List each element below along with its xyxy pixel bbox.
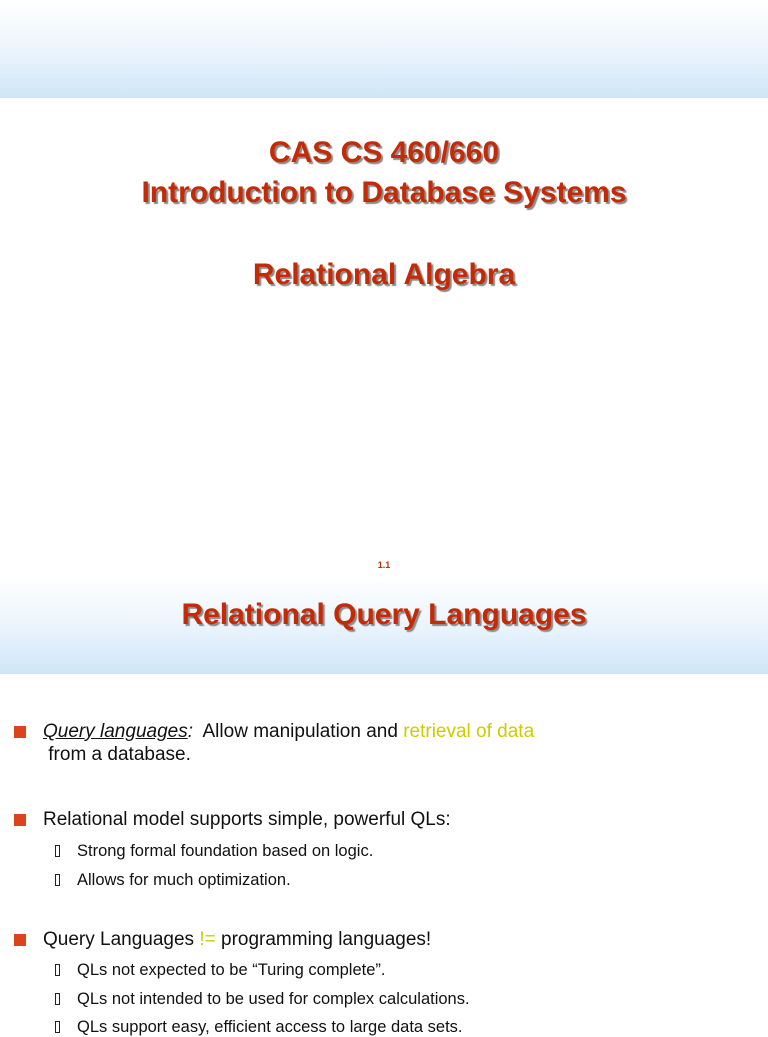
- sub-bullet-icon: [55, 993, 60, 1005]
- slide-number: 1.1: [377, 560, 391, 570]
- slide1-header-band: [0, 0, 768, 98]
- sub-bullet-icon: [55, 874, 60, 886]
- bullet-query-languages: Query languages: Allow manipulation and retrieval of data from a database.: [43, 721, 535, 765]
- highlight-not-equal: !=: [199, 929, 216, 950]
- sub-item-formal-foundation: Strong formal foundation based on logic.: [77, 842, 374, 860]
- sub-item-efficient-access: QLs support easy, efficient access to large data sets.: [77, 1018, 463, 1036]
- course-code-title: CAS CS 460/660: [268, 136, 500, 169]
- bullet-marker: [14, 934, 26, 946]
- sub-item-optimization: Allows for much optimization.: [77, 871, 291, 889]
- sub-bullet-icon: [55, 964, 60, 976]
- highlight-retrieval: retrieval of data: [403, 721, 535, 742]
- bullet-relational-model: Relational model supports simple, powerful QLs:: [43, 809, 451, 830]
- slide2-title: Relational Query Languages: [181, 598, 587, 631]
- sub-item-turing: QLs not expected to be “Turing complete”.: [77, 961, 386, 979]
- sub-bullet-icon: [55, 1021, 60, 1033]
- bullet-marker: [14, 726, 26, 738]
- sub-bullet-icon: [55, 845, 60, 857]
- sub-item-calculations: QLs not intended to be used for complex calculations.: [77, 990, 470, 1008]
- bullet-ql-vs-pl: Query Languages != programming languages!: [43, 929, 432, 950]
- topic-title: Relational Algebra: [252, 258, 516, 291]
- query-languages-term: Query languages: [43, 721, 188, 742]
- bullet-marker: [14, 814, 26, 826]
- course-name-title: Introduction to Database Systems: [141, 176, 627, 209]
